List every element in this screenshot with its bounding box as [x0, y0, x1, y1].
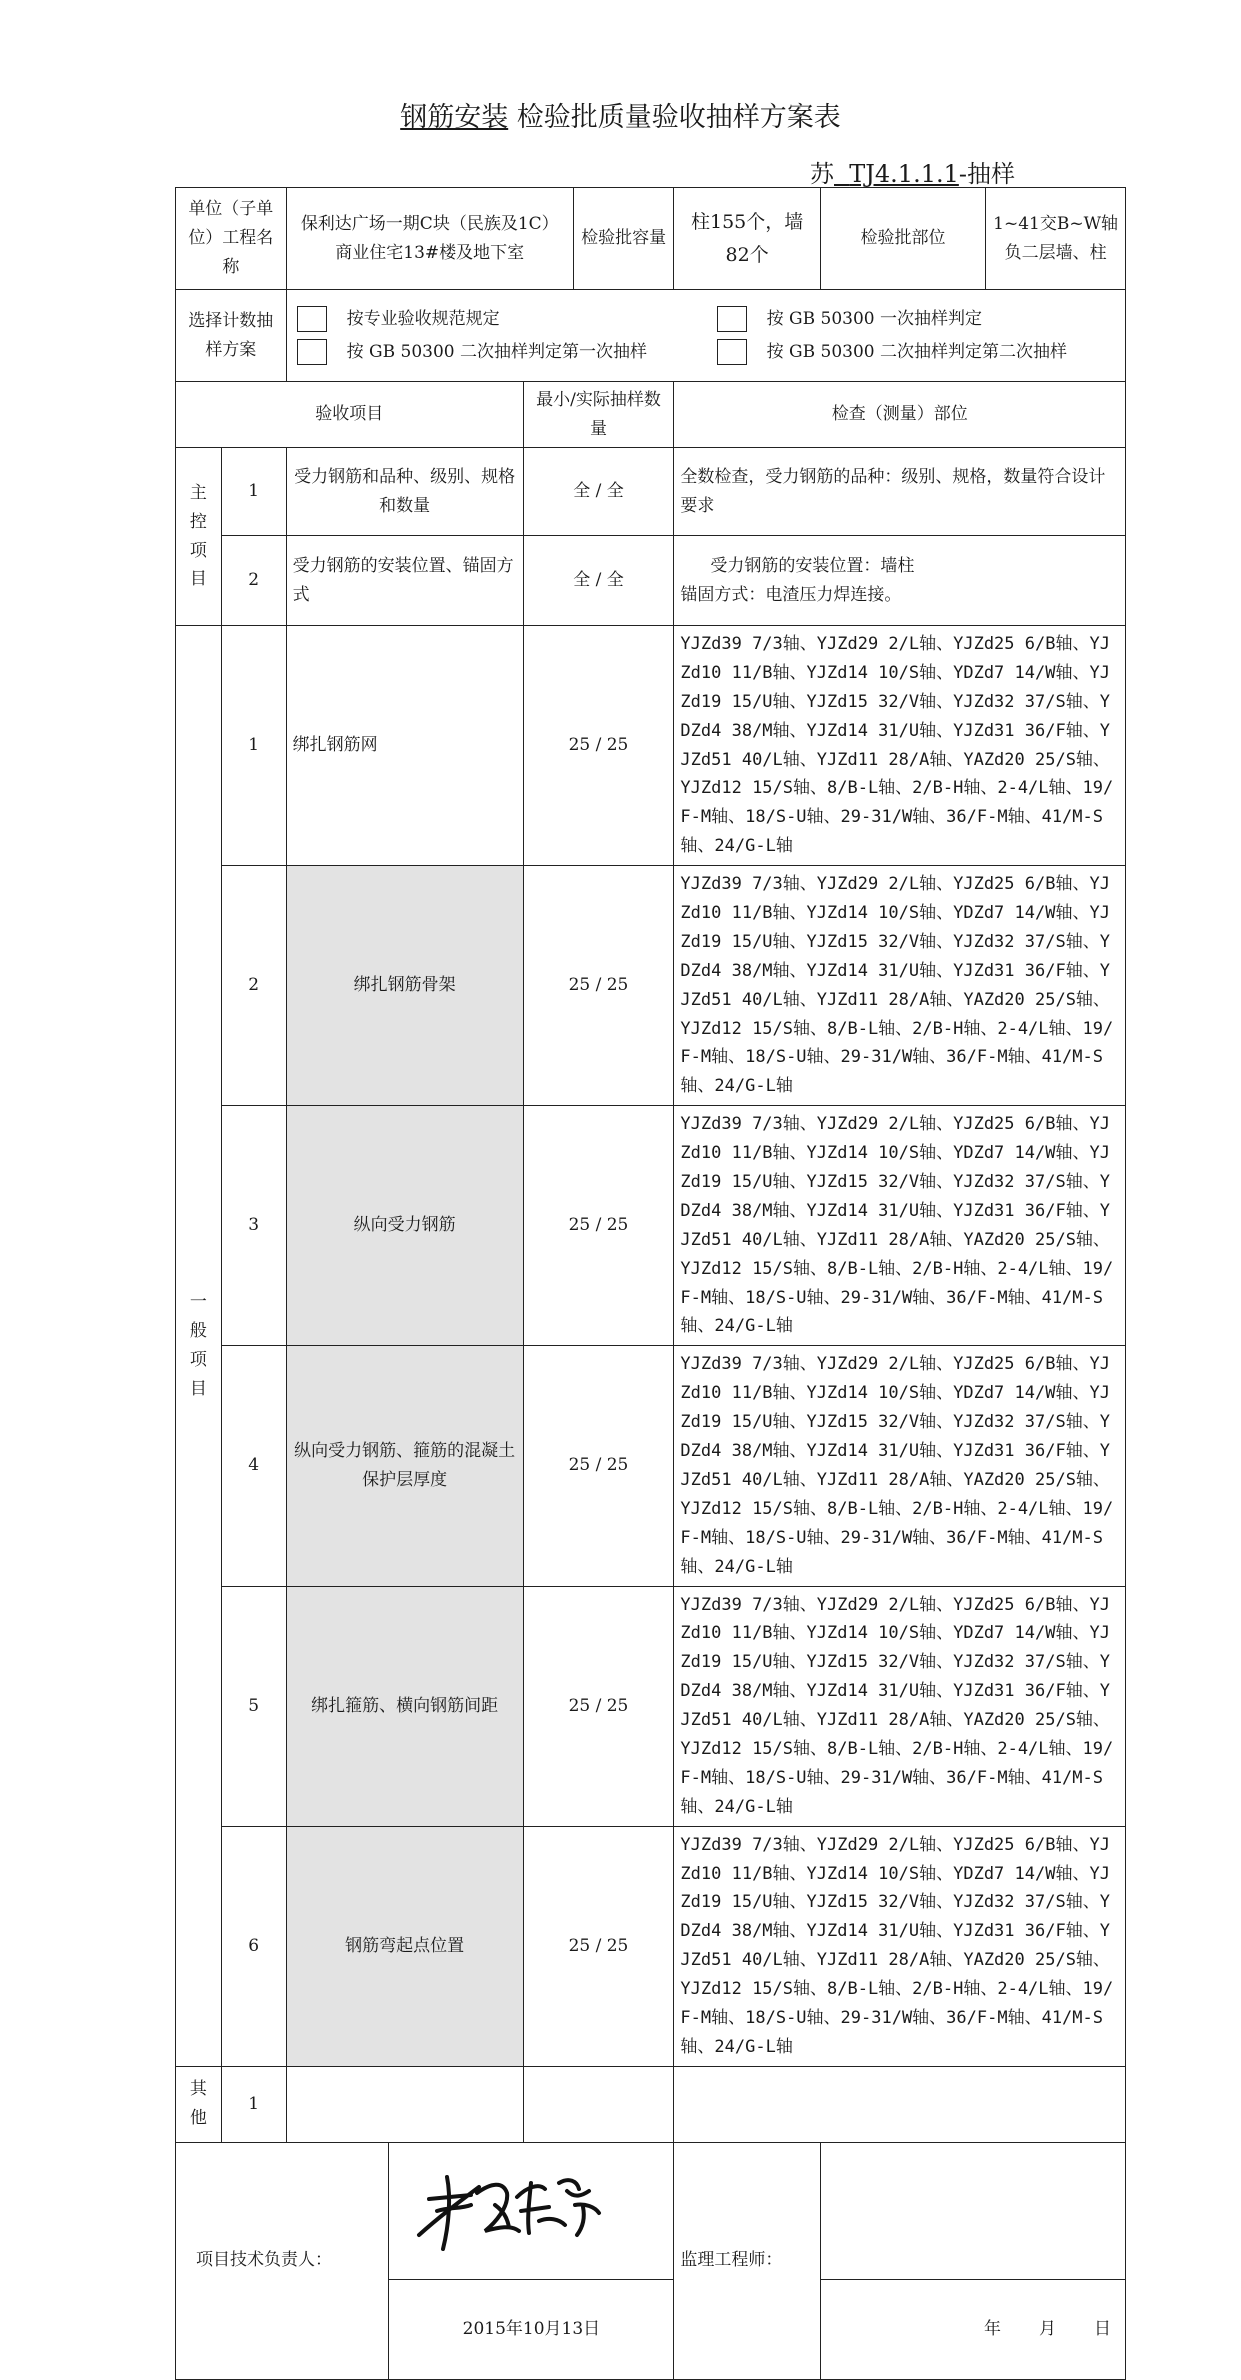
- general-item-loc: YJZd39 7/3轴、YJZd29 2/L轴、YJZd25 6/B轴、YJZd10 11/B轴、YJZd14 10/S轴、YDZd7 14/W轴、YJZd19 15/U轴、YJZd15 32/V轴、YJZd32 37/S轴、YDZd4 38/M轴、YJZd14 31/U轴、YJZd31 36/F轴、YJZd51 40/L轴、YJZd11 28/A轴、YAZd20 25/S轴、YJZd12 15/S轴、8/B-L轴、2/B-H轴、2-4/L轴、19/F-M轴、18/S-U轴、29-31/W轴、36/F-M轴、41/M-S轴、24/G-L轴: [674, 1106, 1126, 1346]
- option-3[interactable]: [297, 336, 717, 369]
- other-item-loc[interactable]: [674, 2066, 1126, 2142]
- scheme-options: [286, 290, 1125, 382]
- date-month: 月: [1039, 2318, 1056, 2339]
- other-item-qty[interactable]: [523, 2066, 674, 2142]
- main-item-no: 2: [221, 536, 286, 626]
- sampling-table: [175, 187, 1126, 2380]
- header-qty: 最小/实际抽样数量: [523, 382, 674, 448]
- general-item-qty: 25 / 25: [523, 1346, 674, 1586]
- supervisor-label-text: 监理工程师：: [680, 2250, 783, 2271]
- header-item: 验收项目: [176, 382, 524, 448]
- main-item-name: 受力钢筋和品种、级别、规格和数量: [286, 448, 523, 536]
- main-item-loc: [674, 536, 1126, 626]
- general-item-name: 纵向受力钢筋、箍筋的混凝土保护层厚度: [286, 1346, 523, 1586]
- main-item-qty: 全 / 全: [523, 536, 674, 626]
- general-item-qty: 25 / 25: [523, 866, 674, 1106]
- general-item-loc: YJZd39 7/3轴、YJZd29 2/L轴、YJZd25 6/B轴、YJZd10 11/B轴、YJZd14 10/S轴、YDZd7 14/W轴、YJZd19 15/U轴、YJZd15 32/V轴、YJZd32 37/S轴、YDZd4 38/M轴、YJZd14 31/U轴、YJZd31 36/F轴、YJZd51 40/L轴、YJZd11 28/A轴、YAZd20 25/S轴、YJZd12 15/S轴、8/B-L轴、2/B-H轴、2-4/L轴、19/F-M轴、18/S-U轴、29-31/W轴、36/F-M轴、41/M-S轴、24/G-L轴: [674, 1346, 1126, 1586]
- signature-image: [399, 2147, 619, 2267]
- option-label: 按 GB 50300 二次抽样判定第二次抽样: [766, 341, 1067, 362]
- pm-label-text: 项目技术负责人：: [196, 2250, 332, 2271]
- option-2[interactable]: [717, 303, 1067, 336]
- general-item-name: 绑扎钢筋骨架: [286, 866, 523, 1106]
- loc-line-2: 锚固方式：电渣压力焊连接。: [680, 584, 902, 605]
- general-item-no: 3: [221, 1106, 286, 1346]
- unit-value: 保利达广场一期C块（民族及1C）商业住宅13#楼及地下室: [286, 188, 573, 290]
- general-item-no: 1: [221, 626, 286, 866]
- capacity-value: 柱155个，墙82个: [674, 188, 820, 290]
- scheme-label: 选择计数抽样方案: [176, 290, 287, 382]
- supervisor-label: [674, 2142, 820, 2379]
- other-item-name[interactable]: [286, 2066, 523, 2142]
- general-item-name: 纵向受力钢筋: [286, 1106, 523, 1346]
- page-title: [0, 95, 1241, 134]
- general-item-loc: YJZd39 7/3轴、YJZd29 2/L轴、YJZd25 6/B轴、YJZd10 11/B轴、YJZd14 10/S轴、YDZd7 14/W轴、YJZd19 15/U轴、YJZd15 32/V轴、YJZd32 37/S轴、YDZd4 38/M轴、YJZd14 31/U轴、YJZd31 36/F轴、YJZd51 40/L轴、YJZd11 28/A轴、YAZd20 25/S轴、YJZd12 15/S轴、8/B-L轴、2/B-H轴、2-4/L轴、19/F-M轴、18/S-U轴、29-31/W轴、36/F-M轴、41/M-S轴、24/G-L轴: [674, 1586, 1126, 1826]
- supervisor-sign-date[interactable]: [820, 2279, 1125, 2379]
- title-underlined: 钢筋安装: [400, 102, 509, 133]
- loc-line-1: 受力钢筋的安装位置：墙柱: [710, 555, 915, 576]
- general-item-qty: 25 / 25: [523, 626, 674, 866]
- form-code: [810, 154, 1015, 189]
- other-group-label: 其他: [176, 2066, 222, 2142]
- option-label: 按 GB 50300 二次抽样判定第一次抽样: [346, 341, 647, 362]
- code-value: [834, 160, 959, 188]
- general-item-name: 绑扎箍筋、横向钢筋间距: [286, 1586, 523, 1826]
- general-item-loc: YJZd39 7/3轴、YJZd29 2/L轴、YJZd25 6/B轴、YJZd10 11/B轴、YJZd14 10/S轴、YDZd7 14/W轴、YJZd19 15/U轴、YJZd15 32/V轴、YJZd32 37/S轴、YDZd4 38/M轴、YJZd14 31/U轴、YJZd31 36/F轴、YJZd51 40/L轴、YJZd11 28/A轴、YAZd20 25/S轴、YJZd12 15/S轴、8/B-L轴、2/B-H轴、2-4/L轴、19/F-M轴、18/S-U轴、29-31/W轴、36/F-M轴、41/M-S轴、24/G-L轴: [674, 626, 1126, 866]
- part-label: 检验批部位: [820, 188, 985, 290]
- general-item-no: 4: [221, 1346, 286, 1586]
- general-item-name: 钢筋弯起点位置: [286, 1826, 523, 2066]
- supervisor-signature[interactable]: [820, 2142, 1125, 2279]
- checkbox-1[interactable]: [297, 306, 327, 332]
- main-item-no: 1: [221, 448, 286, 536]
- code-prefix: 苏: [810, 160, 834, 188]
- option-1[interactable]: [297, 303, 717, 336]
- other-item-no: 1: [221, 2066, 286, 2142]
- pm-signature: [389, 2142, 674, 2279]
- capacity-label: 检验批容量: [573, 188, 674, 290]
- main-item-qty: 全 / 全: [523, 448, 674, 536]
- header-loc: 检查（测量）部位: [674, 382, 1126, 448]
- unit-label: 单位（子单位）工程名称: [176, 188, 287, 290]
- general-item-loc: YJZd39 7/3轴、YJZd29 2/L轴、YJZd25 6/B轴、YJZd10 11/B轴、YJZd14 10/S轴、YDZd7 14/W轴、YJZd19 15/U轴、YJZd15 32/V轴、YJZd32 37/S轴、YDZd4 38/M轴、YJZd14 31/U轴、YJZd31 36/F轴、YJZd51 40/L轴、YJZd11 28/A轴、YAZd20 25/S轴、YJZd12 15/S轴、8/B-L轴、2/B-H轴、2-4/L轴、19/F-M轴、18/S-U轴、29-31/W轴、36/F-M轴、41/M-S轴、24/G-L轴: [674, 1826, 1126, 2066]
- general-item-loc: YJZd39 7/3轴、YJZd29 2/L轴、YJZd25 6/B轴、YJZd10 11/B轴、YJZd14 10/S轴、YDZd7 14/W轴、YJZd19 15/U轴、YJZd15 32/V轴、YJZd32 37/S轴、YDZd4 38/M轴、YJZd14 31/U轴、YJZd31 36/F轴、YJZd51 40/L轴、YJZd11 28/A轴、YAZd20 25/S轴、YJZd12 15/S轴、8/B-L轴、2/B-H轴、2-4/L轴、19/F-M轴、18/S-U轴、29-31/W轴、36/F-M轴、41/M-S轴、24/G-L轴: [674, 866, 1126, 1106]
- general-item-no: 2: [221, 866, 286, 1106]
- option-label: 按 GB 50300 一次抽样判定: [766, 308, 982, 329]
- general-item-no: 6: [221, 1826, 286, 2066]
- part-value: 1~41交B~W轴负二层墙、柱: [986, 188, 1126, 290]
- checkbox-4[interactable]: [717, 339, 747, 365]
- date-year: 年: [984, 2318, 1001, 2339]
- main-group-label: 主控项目: [176, 448, 222, 626]
- pm-sign-date: 2015年10月13日: [389, 2279, 674, 2379]
- general-item-no: 5: [221, 1586, 286, 1826]
- general-item-qty: 25 / 25: [523, 1106, 674, 1346]
- pm-label: [176, 2142, 389, 2379]
- code-suffix: -抽样: [958, 160, 1015, 188]
- option-label: 按专业验收规范规定: [346, 308, 500, 329]
- title-rest: 检验批质量验收抽样方案表: [516, 102, 841, 133]
- general-group-label: 一般项目: [176, 626, 222, 2067]
- general-item-qty: 25 / 25: [523, 1586, 674, 1826]
- main-item-name: 受力钢筋的安装位置、锚固方式: [286, 536, 523, 626]
- code-value-text: TJ4.1.1.1: [849, 160, 959, 188]
- general-item-name: 绑扎钢筋网: [286, 626, 523, 866]
- checkbox-2[interactable]: [717, 306, 747, 332]
- option-4[interactable]: [717, 336, 1067, 369]
- checkbox-3[interactable]: [297, 339, 327, 365]
- general-item-qty: 25 / 25: [523, 1826, 674, 2066]
- main-item-loc: 全数检查，受力钢筋的品种：级别、规格，数量符合设计要求: [674, 448, 1126, 536]
- date-day: 日: [1094, 2318, 1111, 2339]
